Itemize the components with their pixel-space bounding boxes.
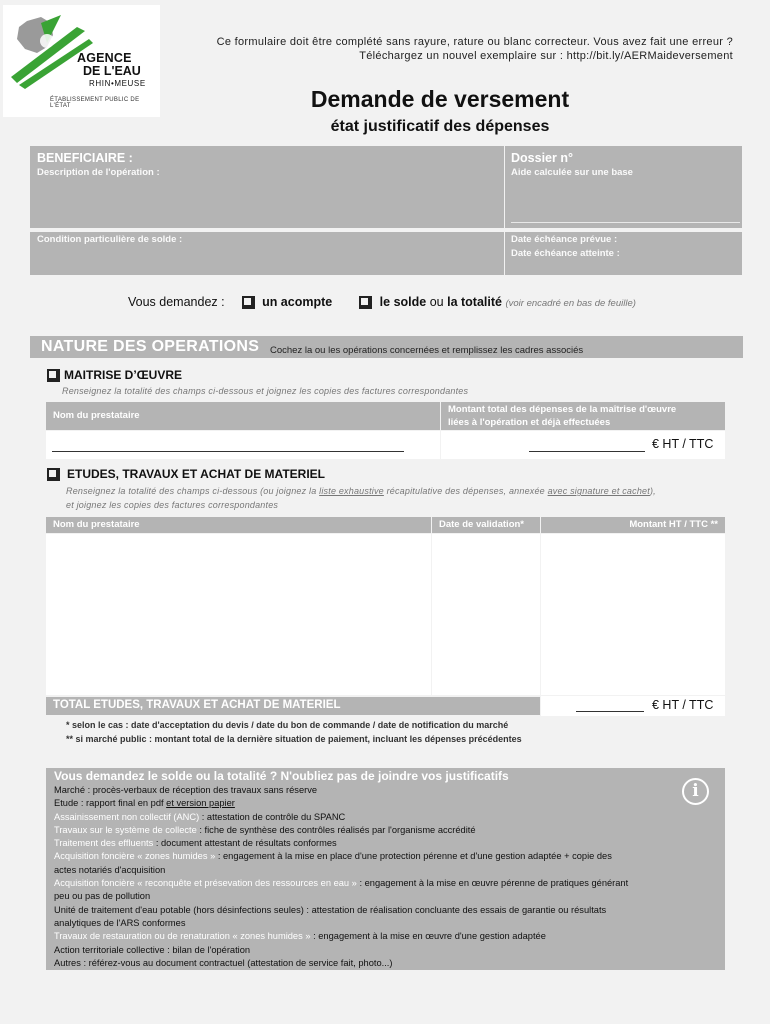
justificatif-item — [54, 930, 717, 943]
justificatif-key: Acquisition foncière « reconquête et présevation des ressources en eau » — [54, 878, 357, 889]
maitrise-title: MAITRISE D’ŒUVRE — [64, 368, 183, 382]
date-atteinte-label: Date échéance atteinte : — [511, 248, 620, 259]
or-label: ou — [429, 295, 444, 309]
etudes-amount-cell[interactable] — [541, 534, 725, 695]
maitrise-checkbox[interactable] — [47, 369, 58, 380]
justificatif-key: Travaux sur le système de collecte — [54, 824, 197, 835]
justificatif-key: Autres — [54, 957, 81, 968]
signature-link: avec signature et cachet — [547, 486, 650, 496]
justificatif-key: Action territoriale collective — [54, 944, 165, 955]
page-title: Demande de versement — [310, 86, 570, 112]
etudes-hint — [66, 484, 746, 512]
beneficiaire-field[interactable] — [30, 146, 504, 228]
justificatif-value: : procès-verbaux de réception des travaux sans réserve — [85, 785, 318, 795]
etudes-checkbox[interactable] — [47, 468, 58, 479]
justificatif-item — [54, 890, 717, 903]
totalite-label: la totalité — [447, 295, 502, 309]
acompte-label: un acompte — [262, 295, 333, 309]
etudes-col-amount — [541, 517, 725, 533]
justificatif-value: actes notariés d'acquisition — [54, 864, 166, 875]
notice-line-1: Ce formulaire doit être complété sans rayure, rature ou blanc correcteur. Vous avez fait une erreur ? — [216, 36, 733, 48]
etudes-total-line — [576, 711, 644, 712]
etudes-col-name-label: Nom du prestataire — [53, 519, 140, 530]
maitrise-section — [47, 368, 182, 382]
dossier-field[interactable] — [505, 146, 742, 228]
maitrise-hint: Renseignez la totalité des champs ci-dessous et joignez les copies des factures correspondantes — [62, 386, 469, 396]
justificatif-value: : bilan de l'opération — [164, 944, 251, 955]
etudes-col-date-label: Date de validation* — [439, 519, 524, 530]
date-prevue-label: Date échéance prévue : — [511, 234, 618, 245]
maitrise-col-name-label: Nom du prestataire — [53, 410, 140, 421]
justificatif-key: Unité de traitement d'eau potable (hors désinfections seules) — [54, 904, 304, 915]
justificatif-item — [54, 837, 717, 850]
justificatif-item — [54, 850, 717, 863]
info-icon: i — [682, 778, 709, 805]
justificatif-value: peu ou pas de pollution — [54, 891, 151, 902]
etudes-col-date — [432, 517, 540, 533]
logo-line-4: ÉTABLISSEMENT PUBLIC DE L'ÉTAT — [50, 97, 140, 109]
justificatif-value: : fiche de synthèse des contrôles réalisés par l'organisme accrédité — [196, 824, 476, 835]
justificatif-key: Acquisition foncière « zones humides » — [54, 851, 216, 862]
notice-line-2: Téléchargez un nouvel exemplaire sur : http://bit.ly/AERMaideversement — [359, 50, 733, 62]
condition-label: Condition particulière de solde : — [37, 234, 183, 245]
justificatif-value: : attestation de contrôle du SPANC — [199, 811, 346, 822]
maitrise-col-name — [46, 402, 440, 430]
justificatif-key: Travaux de restauration ou de renaturation « zones humides » — [54, 931, 311, 942]
footnote-2: ** si marché public : montant total de la dernière situation de paiement, incluant les dépenses précédentes — [66, 734, 522, 744]
justificatif-item — [54, 797, 717, 810]
justificatifs-list — [54, 784, 717, 970]
justificatif-value: : attestation de réalisation concluante des essais de garantie ou résultats — [303, 904, 607, 915]
dossier-divider — [511, 222, 740, 223]
etudes-total-cell[interactable] — [541, 696, 725, 716]
logo-line-1: AGENCE — [77, 51, 132, 65]
justificatif-item — [54, 904, 717, 917]
date-field[interactable] — [505, 232, 742, 275]
page-subtitle: état justificatif des dépenses — [330, 118, 550, 135]
notice-text — [153, 35, 733, 63]
nature-title: NATURE DES OPERATIONS — [41, 338, 260, 355]
justificatif-value: : rapport final en pdf et version papier — [78, 798, 235, 809]
solde-checkbox[interactable] — [359, 296, 370, 307]
etudes-col-name — [46, 517, 431, 533]
etudes-date-cell[interactable] — [432, 534, 540, 695]
liste-exhaustive-link: liste exhaustive — [319, 486, 384, 496]
etudes-name-cell[interactable] — [46, 534, 431, 695]
justificatif-key: Etude — [54, 798, 79, 809]
request-type-row — [128, 295, 636, 309]
maitrise-amount-cell[interactable] — [441, 431, 725, 459]
etudes-hint-a: Renseignez la totalité des champs ci-dessous (ou joignez la — [66, 486, 317, 496]
maitrise-amount-line — [529, 451, 645, 452]
nature-note: Cochez la ou les opérations concernées et remplissez les cadres associés — [270, 345, 584, 356]
justificatif-value: : document attestant de résultats conformes — [153, 838, 337, 849]
etudes-total-unit: € HT / TTC — [652, 698, 714, 712]
justificatif-value: : engagement à la mise en place d'une protection pérenne et d'une gestion adaptée + copie des — [215, 851, 612, 862]
etudes-hint-line2: et joignez les copies des factures correspondantes — [66, 500, 279, 510]
justificatif-item — [54, 784, 717, 797]
solde-label: le solde — [379, 295, 427, 309]
justificatif-item — [54, 864, 717, 877]
dossier-label: Dossier n° — [511, 151, 573, 165]
justificatif-item — [54, 957, 717, 970]
etudes-section — [47, 467, 325, 481]
maitrise-unit: € HT / TTC — [652, 437, 714, 451]
justificatif-key: Traitement des effluents — [54, 838, 154, 849]
justificatif-item — [54, 944, 717, 957]
aide-label: Aide calculée sur une base — [511, 167, 633, 178]
justificatif-key: Marché — [54, 785, 86, 795]
beneficiaire-label: BENEFICIAIRE : — [37, 151, 133, 165]
etudes-hint-c: ), — [649, 486, 656, 496]
justificatif-value: : engagement à la mise en œuvre pérenne de pratiques générant — [356, 878, 629, 889]
justificatif-value: : engagement à la mise en œuvre d'une gestion adaptée — [310, 931, 546, 942]
footnotes — [66, 718, 522, 746]
maitrise-col-amount-line1: Montant total des dépenses de la maîtrise d'œuvre — [448, 404, 677, 415]
justificatif-key: Assainissement non collectif (ANC) — [54, 811, 200, 822]
request-note: (voir encadré en bas de feuille) — [505, 298, 636, 309]
etudes-hint-b: récapitulative des dépenses, annexée — [386, 486, 545, 496]
justificatif-value: analytiques de l'ARS conformes — [54, 917, 186, 928]
justificatif-item — [54, 811, 717, 824]
justificatif-item — [54, 824, 717, 837]
logo-line-2: DE L'EAU — [83, 64, 141, 78]
description-label: Description de l'opération : — [37, 167, 160, 178]
maitrise-name-line — [52, 451, 404, 452]
justificatifs-box — [46, 768, 725, 970]
justificatif-item — [54, 917, 717, 930]
request-type-label: Vous demandez : — [128, 295, 225, 309]
logo-line-3: RHIN•MEUSE — [89, 79, 146, 88]
justificatif-item — [54, 877, 717, 890]
footnote-1: * selon le cas : date d'acceptation du devis / date du bon de commande / date de notification du marché — [66, 720, 509, 730]
justificatif-value: : référez-vous au document contractuel (attestation de service fait, photo...) — [80, 957, 393, 968]
etudes-title: ETUDES, TRAVAUX ET ACHAT DE MATERIEL — [67, 467, 325, 481]
acompte-checkbox[interactable] — [242, 296, 253, 307]
etudes-total-label: TOTAL ETUDES, TRAVAUX ET ACHAT DE MATERIEL — [46, 697, 540, 715]
maitrise-name-cell[interactable] — [46, 431, 440, 459]
maitrise-col-amount — [441, 402, 725, 430]
etudes-col-amount-label: Montant HT / TTC ** — [629, 519, 718, 530]
maitrise-col-amount-line2: liées à l'opération et déjà effectuées — [448, 417, 611, 428]
justificatifs-title: Vous demandez le solde ou la totalité ? N'oubliez pas de joindre vos justificatifs — [54, 769, 509, 783]
condition-field[interactable] — [30, 232, 504, 275]
